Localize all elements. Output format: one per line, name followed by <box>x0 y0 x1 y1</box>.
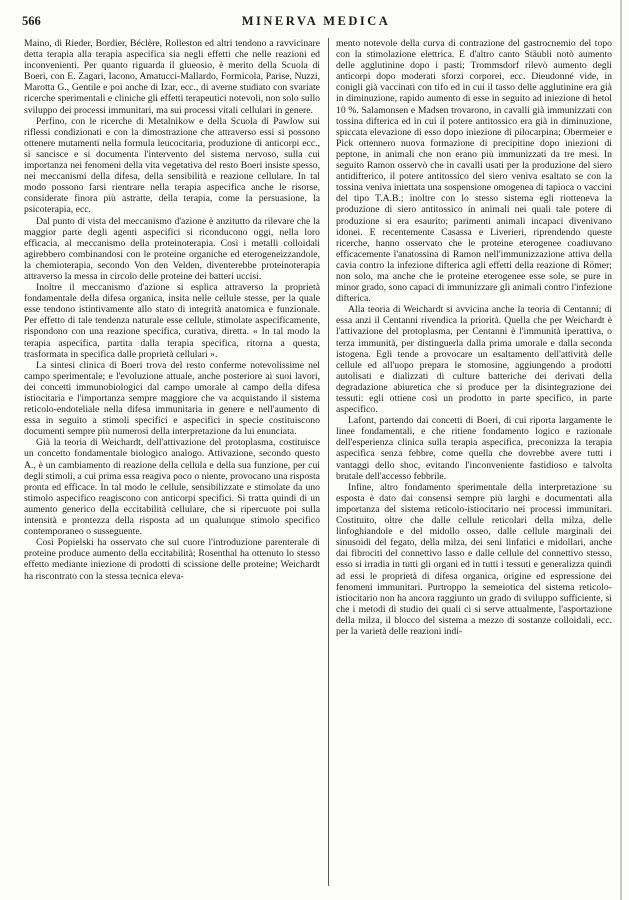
left-column <box>24 38 320 582</box>
paragraph: Alla teoria di Weichardt si avvicina anche la teoria di Centanni; di essa anzi il Centanni rivendica la priorità. Quella che per Weichardt è l'attivazione del protoplasma, per Centanni è l'immunità iperattiva, o terza immunità, per distinguerla dalla prima umorale e dalla seconda istogena. Egli tende a provocare un esaltamento dell'attività delle cellule ed all'uopo prepara le stomosine, aggiungendo a prodotti autolisati e dializzati di culture batteriche dei derivati della degradazione abiuretica che si produce per la disintegrazione dei tessuti: egli ottiene così un prodotto in parte specifico, in parte aspecifico. <box>336 304 612 416</box>
paragraph: Inoltre il meccanismo d'azione si esplica attraverso la proprietà fondamentale della difesa organica, insita nelle cellule stesse, per la quale esse tendono istintivamente allo stato di integrità anatomica e funzionale. Per effetto di tale tendenza naturale esse cellule, stimolate aspecificamente, rispondono con una reazione specifica, curativa, diretta. « In tal modo la terapia aspecifica, partita dalla terapia specifica, ritorna a questa, trasformata in specifica dalle proprietà cellulari ». <box>24 282 320 360</box>
paragraph: Infine, altro fondamento sperimentale della interpretazione su esposta è dato dai consensi sempre più larghi e documentati alla importanza del sistema reticolo-istiocitario nei processi immunitari. Costituito, oltre che dalle cellule reticolari della milza, delle linfoghiandole e del midollo osseo, dalle cellule marginali dei sinusoidi del fegato, della milza, dei seni linfatici e midollari, anche dai fibrociti del connettivo lasso e dalle cellule del connettivo stesso, esso si irradia in tutti gli organi ed in tutti i tessuti e generalizza quindi ad essi le proprietà di difesa organica, origine ed espressione dei fenomeni immunitari. Purtroppo la semeiotica del sistema reticolo-istiocitario non ha ancora raggiunto un grado di sviluppo sufficiente, sì che i metodi di studio dei quali ci si serve attualmente, l'asportazione della milza, il blocco del sistema a mezzo di sostanze colloidali, ecc. per la varietà delle reazioni indi- <box>336 481 612 637</box>
paragraph: Così Popielski ha osservato che sul cuore l'introduzione parenterale di proteine produce aumento della eccitabilità; Rosenthal ha ottenuto lo stesso effetto mediante iniezione di prodotti di scissione delle proteine; Weichardt ha riscontrato con la stessa tecnica eleva- <box>24 537 320 582</box>
paragraph: Perfino, con le ricerche di Metalnikow e della Scuola di Pawlow sui riflessi condizionati e con la dimostrazione che attraverso essi si possono ottenere mutamenti nella formula leucocitaria, produzione di anticorpi ecc., si sancisce e si documenta l'intervento del sistema nervoso, sulla cui importanza nei fenomeni della vita vegetativa del resto Boeri insiste spesso, nei meccanismi della difesa, della sensibilità e reazione cellulare. In tal modo possono farsi rientrare nella terapia aspecifica anche le risorse, considerate finora più astratte, della terapia, come la persuasione, la psicoterapia, ecc. <box>24 115 320 216</box>
page-number: 566 <box>22 14 41 28</box>
paragraph: mento notevole della curva di contrazione del gastrocnemio del topo con la stimolazione elettrica. E d'altro canto Stäubli notò aumento delle agglutinine dopo i pasti; Trommsdorf rilevò aumento degli anticorpi dopo moderati sforzi corporei, ecc. Dieudonné vide, in conigli già vaccinati con tifo ed in cui il tasso delle agglutinine era già in diminuzione, rapido aumento di esse in seguito ad iniezione di hetol 10 %. Salamonsen e Madsen trovarono, in cavalli già immunizzati con tossina difterica ed in cui il potere antitossico era già in diminuzione, spiccata elevazione di esso dopo iniezione di pilocarpina; Obermeier e Pick ottennero nuova formazione di precipitine dopo iniezioni di peptone, in animali che non erano più immunizzati da tre mesi. In seguito Ramon osservò che in cavalli usati per la produzione del siero antidifterico, il potere antitossico del siero veniva esaltato se con la tossina veniva iniettata una sospensione omogenea di tapioca o vaccini del tipo T.A.B.; inoltre con lo stesso sistema egli riotteneva la produzione di siero antitossico in animali nei quali tale potere di produzione si era esaurito; parimenti animali incapaci divenivano idonei. E recentemente Casassa e Liverieri, riprendendo queste ricerche, hanno osservato che le proteine eterogenee coadiuvano efficacemente l'anatossina di Ramon nell'immunizzazione attiva della cavia contro la infezione difterica agli effetti della reazione di Römer; non solo, ma anche che le proteine eterogenee esse sole, se pure in minor grado, sono capaci di immunizzare gli animali contro l'infezione difterica. <box>336 38 612 305</box>
paragraph: Lafont, partendo dai concetti di Boeri, di cui riporta largamente le linee fondamentali, e che ritiene fondamento logico e razionale dell'esperienza clinica sulla terapia aspecifica, preconizza la terapia aspecifica senza febbre, come quella che dovrebbe avere tutti i vantaggi dello shoc, evitando l'inconveniente fastidioso e talvolta brutale dell'accesso febbrile. <box>336 415 612 482</box>
page-edge <box>620 0 622 900</box>
paragraph: Già la teoria di Weichardt, dell'attivazione del protoplasma, costituisce un concetto fondamentale biologico analogo. Attivazione, secondo questo A., è un cambiamento di reazione della cellula e della sua funzione, per cui degli stimoli, a cui prima essa reagiva poco o niente, provocano una risposta pronta ed efficace. In tal modo le cellule, sensibilizzate e stimolate da uno stimolo aspecifico reagiscono con anticorpi specifici. Si tratta quindi di un aumento generico della eccitabilità cellulare, che si ripercuote poi sulla intensità e prontezza della risposta ad un qualunque stimolo specifico contemporaneo o susseguente. <box>24 437 320 538</box>
page-header <box>22 14 610 32</box>
column-divider <box>328 38 329 886</box>
paragraph: Maino, di Rieder, Bordier, Béclère, Rolleston ed altri tendono a ravvicinare detta terapia alla terapia aspecifica sia negli effetti che nelle reazioni ed inconvenienti. Per quanto riguarda il glueosio, è merito della Scuola di Boeri, con E. Zagari, Iacono, Amatucci-Mallardo, Formicola, Parise, Nuzzi, Marotta G., Gentile e poi anche di Izar, ecc., di averne studiato con svariate ricerche sperimentali e cliniche gli effetti terapeutici notevoli, non solo sullo sviluppo dei processi immunitari, ma sui processi vitali cellulari in genere. <box>24 38 320 116</box>
paragraph: Dal punto di vista del meccanismo d'azione è anzitutto da rilevare che la maggior parte degli agenti aspecifici si riconducono oggi, nella loro efficacia, al meccanismo della proteinoterapia. Così i metalli colloidali agirebbero combinandosi con le proteine organiche ed eterogeneizzandole, la chemioterapia, secondo Von den Velden, diventerebbe proteinoterapia attraverso la messa in circolo delle proteine dei batteri uccisi. <box>24 215 320 282</box>
right-column <box>336 38 612 637</box>
journal-title: MINERVA MEDICA <box>241 14 391 28</box>
paragraph: La sintesi clinica di Boeri trova del resto conferme notevolissime nel campo sperimentale; e l'evoluzione attuale, anche posteriore ai suoi lavori, dei concetti immunobiologici dal campo umorale al campo della difesa istiocitaria e l'importanza sempre maggiore che va acquistando il sistema reticolo-endoteliale nella difesa immunitaria in genere e nell'aumento di essa in seguito a stimoli specifici e aspecifici in specie costituiscono documenti sempre più numerosi della interpretazione da lui enunciata. <box>24 359 320 438</box>
